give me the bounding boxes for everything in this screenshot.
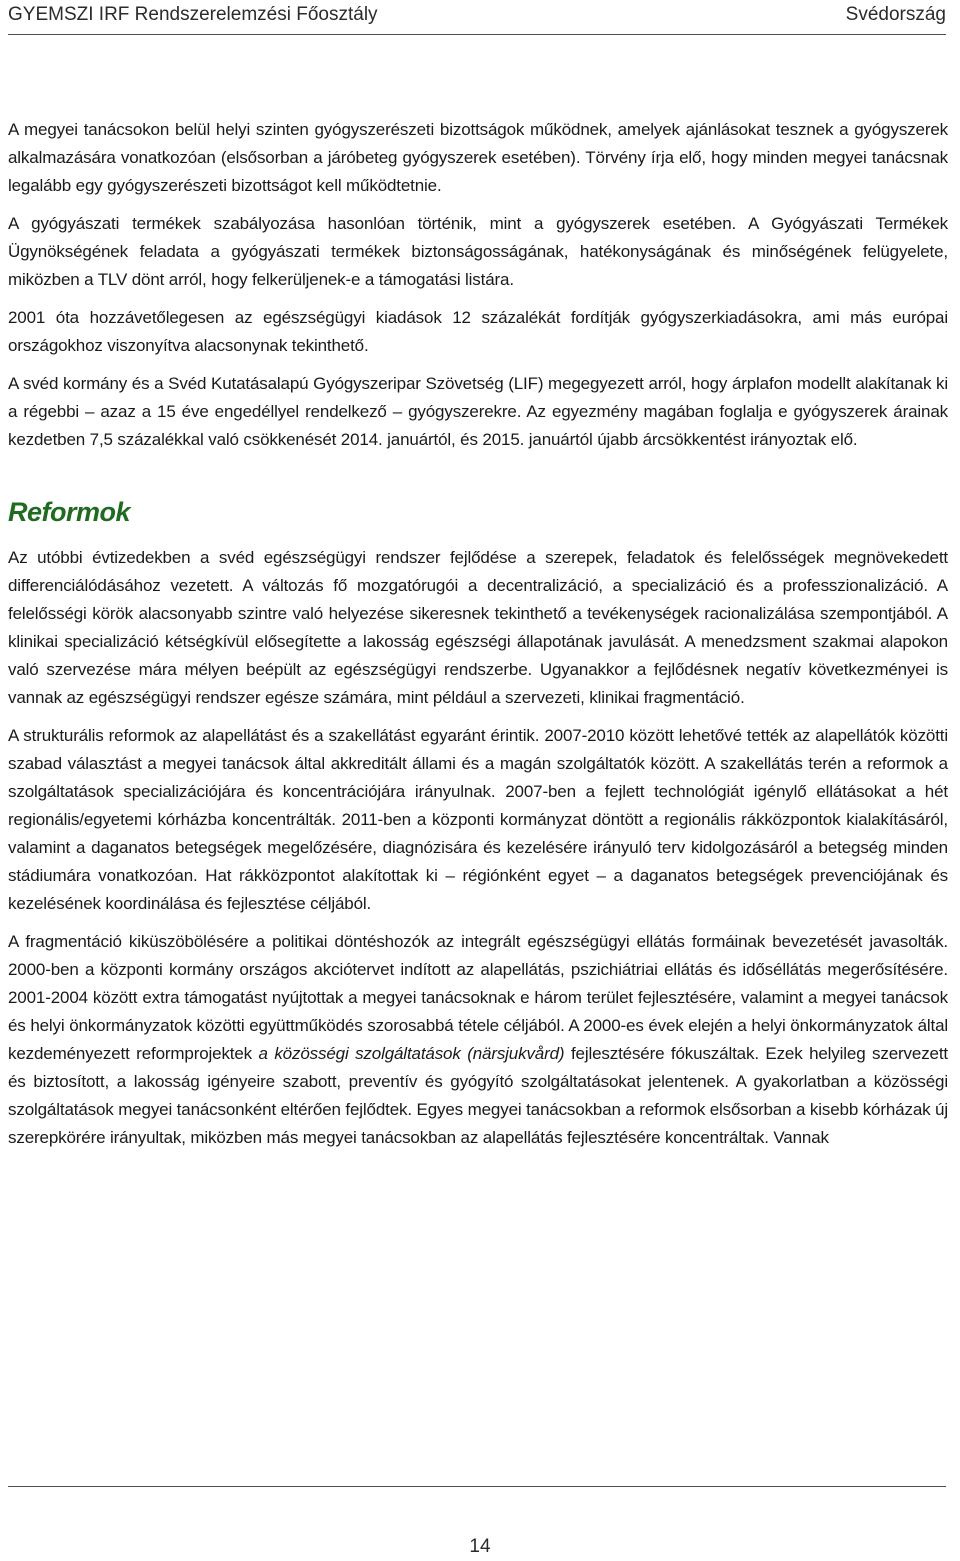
paragraph-fragmentation	[8, 928, 948, 1152]
header-organization: GYEMSZI IRF Rendszerelemzési Főosztály	[8, 4, 378, 25]
page-number: 14	[469, 1536, 491, 1557]
paragraph-fragmentation-end: fejlesztésére fókuszáltak. Ezek helyileg szervezett és biztosított, a lakosság igényeire szabott, preventív és gyógyító szolgáltatásokat jelentenek. A gyakorlatban a közösségi szolgáltatások megyei tanácsonként eltérően fejlődtek. Egyes megyei tanácsokban a reformok elsősorban a kisebb kórházak új szerepkörére irányultak, miközben más megyei tanácsokban az alapellátás fejlesztésére koncentráltak. Vannak	[8, 1044, 948, 1147]
paragraph-drug-expenditure: 2001 óta hozzávetőlegesen az egészségügyi kiadások 12 százalékát fordítják gyógyszerkiadásokra, ami más európai országokhoz viszonyítva alacsonynak tekinthető.	[8, 308, 948, 355]
paragraph-fragmentation-start: A fragmentáció kiküszöbölésére a politikai döntéshozók az integrált egészségügyi ellátás formáinak bevezetését javasolták. 2000-ben a központi kormány országos akciótervet indított az alapellátás, pszichiátriai ellátás és időséllátás megerősítésére. 2001-2004 között extra támogatást nyújtottak a megyei tanácsoknak e három terület fejlesztésére, valamint a megyei tanácsok és helyi önkormányzatok közötti együttműködés szorosabbá tétele céljából. A 2000-es évek elején a helyi önkormányzatok által kezdeményezett reformprojektek	[8, 932, 948, 1063]
paragraph-price-ceiling: A svéd kormány és a Svéd Kutatásalapú Gyógyszeripar Szövetség (LIF) megegyezett arról, hogy árplafon modellt alakítanak ki a régebbi – azaz a 15 éve engedéllyel rendelkező – gyógyszerekre. Az egyezmény magában foglalja e gyógyszerek árainak kezdetben 7,5 százalékkal való csökkenését 2014. januártól, és 2015. januártól újabb árcsökkentést irányoztak elő.	[8, 374, 948, 449]
paragraph-pharmaceutical-committees: A megyei tanácsokon belül helyi szinten gyógyszerészeti bizottságok működnek, amelyek ajánlásokat tesznek a gyógyszerek alkalmazására vonatkozóan (elsősorban a járóbeteg gyógyszerek esetében). Törvény írja elő, hogy minden megyei tanácsnak legalább egy gyógyszerészeti bizottságot kell működtetnie.	[8, 120, 948, 195]
header-country: Svédország	[845, 4, 946, 25]
paragraph-structural-reforms: A strukturális reformok az alapellátást és a szakellátást egyaránt érintik. 2007-2010 között lehetővé tették az alapellátók közötti szabad választást a megyei tanácsok által akkreditált állami és a magán szolgáltatók között. A szakellátás terén a reformok a szolgáltatások specializációjára és koncentrációjára irányulnak. 2007-ben a fejlett technológiát igénylő ellátásokat a hét regionális/egyetemi kórházba koncentrálták. 2011-ben a központi kormányzat döntött a regionális rákközpontok kialakításáról, valamint a daganatos betegségek megelőzésére, diagnózisára és kezelésére irányuló terv kidolgozásáról a betegség minden stádiumára vonatkozóan. Hat rákközpontot alakítottak ki – régiónként egyet – a daganatos betegségek prevenciójának és kezelésének koordinálása és fejlesztése céljából.	[8, 726, 948, 913]
paragraph-reform-overview: Az utóbbi évtizedekben a svéd egészségügyi rendszer fejlődése a szerepek, feladatok és felelősségek megnövekedett differenciálódásához vezetett. A változás fő mozgatórugói a decentralizáció, a specializáció és a professzionalizáció. A felelősségi körök alacsonyabb szintre való helyezése sikeresnek tekinthető a tevékenységek racionalizálása szempontjából. A klinikai specializáció kétségkívül elősegítette a lakosság egészségi állapotának javulását. A menedzsment szakmai alapokon való szervezése mára mélyen beépült az egészségügyi rendszerbe. Ugyanakkor a fejlődésnek negatív következményei is vannak az egészségügyi rendszer egésze számára, mint például a szervezeti, klinikai fragmentáció.	[8, 548, 948, 707]
document-body	[8, 116, 948, 1162]
paragraph-medical-products: A gyógyászati termékek szabályozása hasonlóan történik, mint a gyógyszerek esetében. A Gyógyászati Termékek Ügynökségének feladata a gyógyászati termékek biztonságosságának, hatékonyságának és minőségének felügyelete, miközben a TLV dönt arról, hogy felkerüljenek-e a támogatási listára.	[8, 214, 948, 289]
section-title: Reformok	[8, 497, 131, 527]
community-services-term: a közösségi szolgáltatások (närsjukvård)	[258, 1044, 565, 1063]
footer-divider	[8, 1486, 946, 1487]
page-header	[8, 0, 946, 35]
